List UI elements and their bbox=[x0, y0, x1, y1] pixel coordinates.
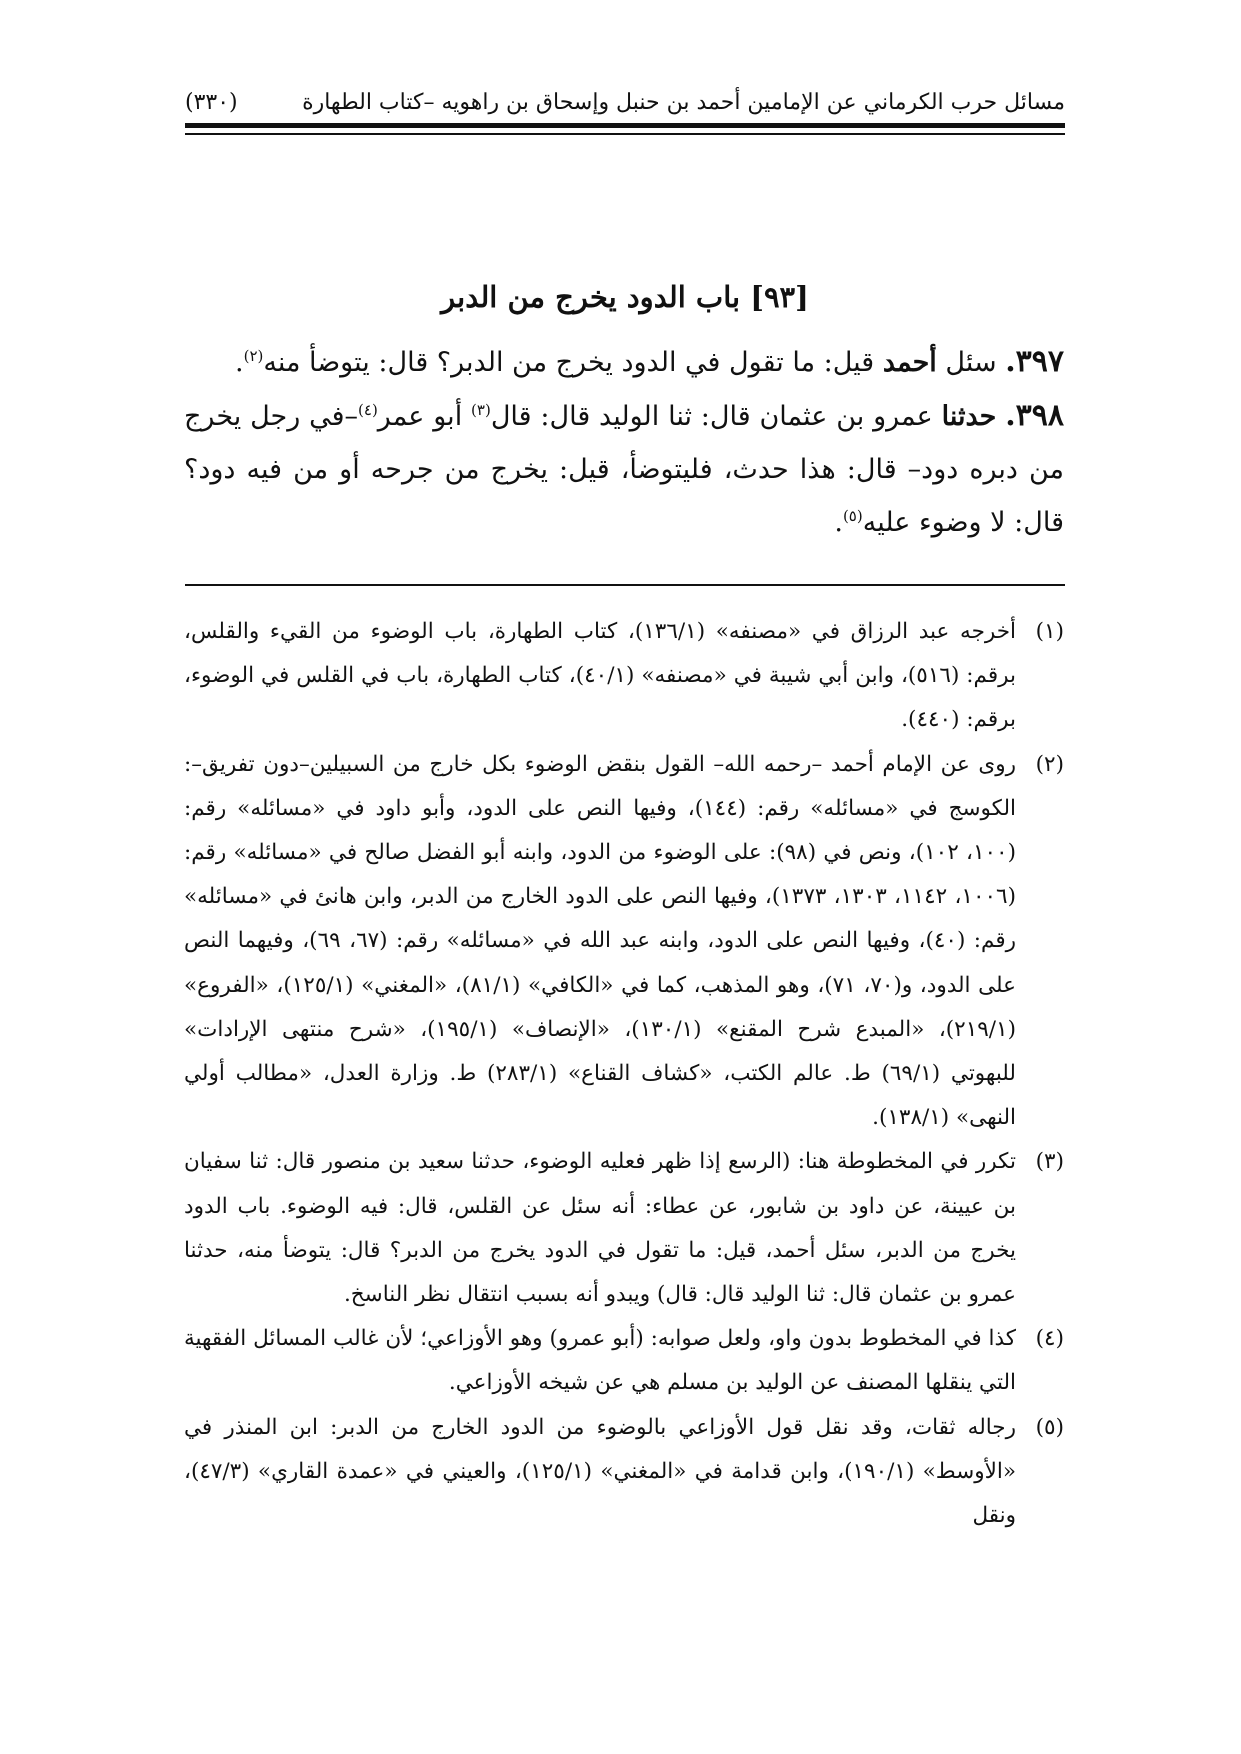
header-rule-thick bbox=[185, 123, 1065, 128]
footnote-text: أخرجه عبد الرزاق في «مصنفه» (١٣٦/١)، كتاب الطهارة، باب الوضوء من القيء والقلس، برقم: (٥١٦)، وابن أبي شيبة في «مصنفه» (٤٠/١)، كتاب الطهارة، باب في القلس في الوضوء، برقم: (٤٤٠). bbox=[184, 619, 1016, 733]
footnote-ref[interactable]: (٤) bbox=[358, 401, 378, 419]
footnote-number: (٣) bbox=[1035, 1149, 1064, 1175]
footnote-number: (١) bbox=[1035, 619, 1064, 644]
footnotes bbox=[184, 610, 1064, 1538]
paragraph-text: عمرو بن عثمان قال: ثنا الوليد قال: قال bbox=[490, 401, 933, 432]
paragraph-tail: . bbox=[834, 507, 843, 538]
footnote-3 bbox=[184, 1140, 1064, 1317]
footnote-text: كذا في المخطوط بدون واو، ولعل صوابه: (أبو عمرو) وهو الأوزاعي؛ لأن غالب المسائل الفقهية التي ينقلها المصنف عن الوليد بن مسلم هي عن شيخه الأوزاعي. bbox=[184, 1326, 1016, 1396]
paragraph-text: أبو عمر bbox=[377, 401, 463, 432]
paragraph-text: قيل: ما تقول في الدود يخرج من الدبر؟ قال: يتوضأ منه bbox=[263, 347, 875, 378]
main-text bbox=[184, 335, 1064, 549]
footnote-text: رجاله ثقات، وقد نقل قول الأوزاعي بالوضوء من الدود الخارج من الدبر: ابن المنذر في «الأوسط» (١٩٠/١)، وابن قدامة في «المغني» (١٢٥/١)، والعيني في «عمدة القاري» (٤٧/٣)، ونقل bbox=[184, 1414, 1016, 1529]
footnote-5 bbox=[184, 1406, 1064, 1539]
paragraph-397 bbox=[184, 335, 1064, 389]
paragraph-398 bbox=[184, 389, 1064, 549]
footnote-divider bbox=[185, 584, 1065, 586]
page-header bbox=[185, 82, 1065, 122]
paragraph-bold-word: حدثنا bbox=[941, 401, 997, 432]
paragraph-number: ٣٩٨. bbox=[1005, 398, 1064, 433]
footnote-1 bbox=[184, 610, 1064, 743]
page-number: (٣٣٠) bbox=[185, 89, 238, 115]
footnote-ref[interactable]: (٢) bbox=[243, 347, 264, 365]
footnote-ref[interactable]: (٥) bbox=[842, 507, 863, 525]
paragraph-text: –في رجل يخرج من دبره دود– قال: هذا حدث، فليتوضأ، قيل: يخرج من جرحه أو من فيه دود؟ قال: لا وضوء عليه bbox=[184, 401, 1064, 538]
header-rule-thin bbox=[185, 133, 1065, 135]
footnote-number: (٢) bbox=[1035, 751, 1064, 777]
paragraph-number: ٣٩٧. bbox=[1005, 344, 1064, 379]
paragraph-tail: . bbox=[234, 347, 244, 378]
running-title: مسائل حرب الكرماني عن الإمامين أحمد بن حنبل وإسحاق بن راهويه –كتاب الطهارة bbox=[302, 89, 1065, 115]
footnote-text: تكرر في المخطوطة هنا: (الرسع إذا ظهر فعليه الوضوء، حدثنا سعيد بن منصور قال: ثنا سفيان بن عيينة، عن داود بن شابور، عن عطاء: أنه سئل عن القلس، قال: فيه الوضوء. باب الدود يخرج من الدبر، سئل أحمد، قيل: ما تقول في الدود يخرج من الدبر؟ قال: يتوضأ منه، حدثنا عمرو بن عثمان قال: ثنا الوليد قال: قال) ويبدو أنه بسبب انتقال نظر الناسخ. bbox=[184, 1149, 1016, 1308]
footnote-ref[interactable]: (٣) bbox=[471, 401, 491, 419]
footnote-2 bbox=[184, 743, 1064, 1141]
footnote-number: (٥) bbox=[1035, 1414, 1064, 1440]
paragraph-lead: سئل bbox=[945, 347, 997, 378]
paragraph-bold-name: أحمد bbox=[882, 347, 937, 378]
footnote-text: روى عن الإمام أحمد –رحمه الله– القول بنقض الوضوء بكل خارج من السبيلين–دون تفريق–: الكوسج في «مسائله» رقم: (١٤٤)، وفيها النص على الدود، وأبو داود في «مسائله» رقم: (١٠٠، ١٠٢)، ونص في (٩٨): على الوضوء من الدود، وابنه أبو الفضل صالح في «مسائله» رقم: (١٠٠٦، ١١٤٢، ١٣٠٣، ١٣٧٣)، وفيها النص على الدود الخارج من الدبر، وابن هانئ في «مسائله» رقم: (٤٠)، وفيها النص على الدود، وابنه عبد الله في «مسائله» رقم: (٦٧، ٦٩)، وفيهما النص على الدود، و(٧٠، ٧١)، وهو المذهب، كما في «الكافي» (٨١/١)، «المغني» (١٢٥/١)، «الفروع» (٢١٩/١)، «المبدع شرح المقنع» (١٣٠/١)، «الإنصاف» (١٩٥/١)، «شرح منتهى الإرادات» للبهوتي (٦٩/١) ط. عالم الكتب، «كشاف القناع» (٢٨٣/١) ط. وزارة العدل، «مطالب أولي النهى» (١٣٨/١). bbox=[184, 751, 1016, 1131]
chapter-title: [٩٣] باب الدود يخرج من الدبر bbox=[441, 280, 809, 314]
footnote-number: (٤) bbox=[1035, 1326, 1064, 1352]
footnote-4 bbox=[184, 1317, 1064, 1405]
